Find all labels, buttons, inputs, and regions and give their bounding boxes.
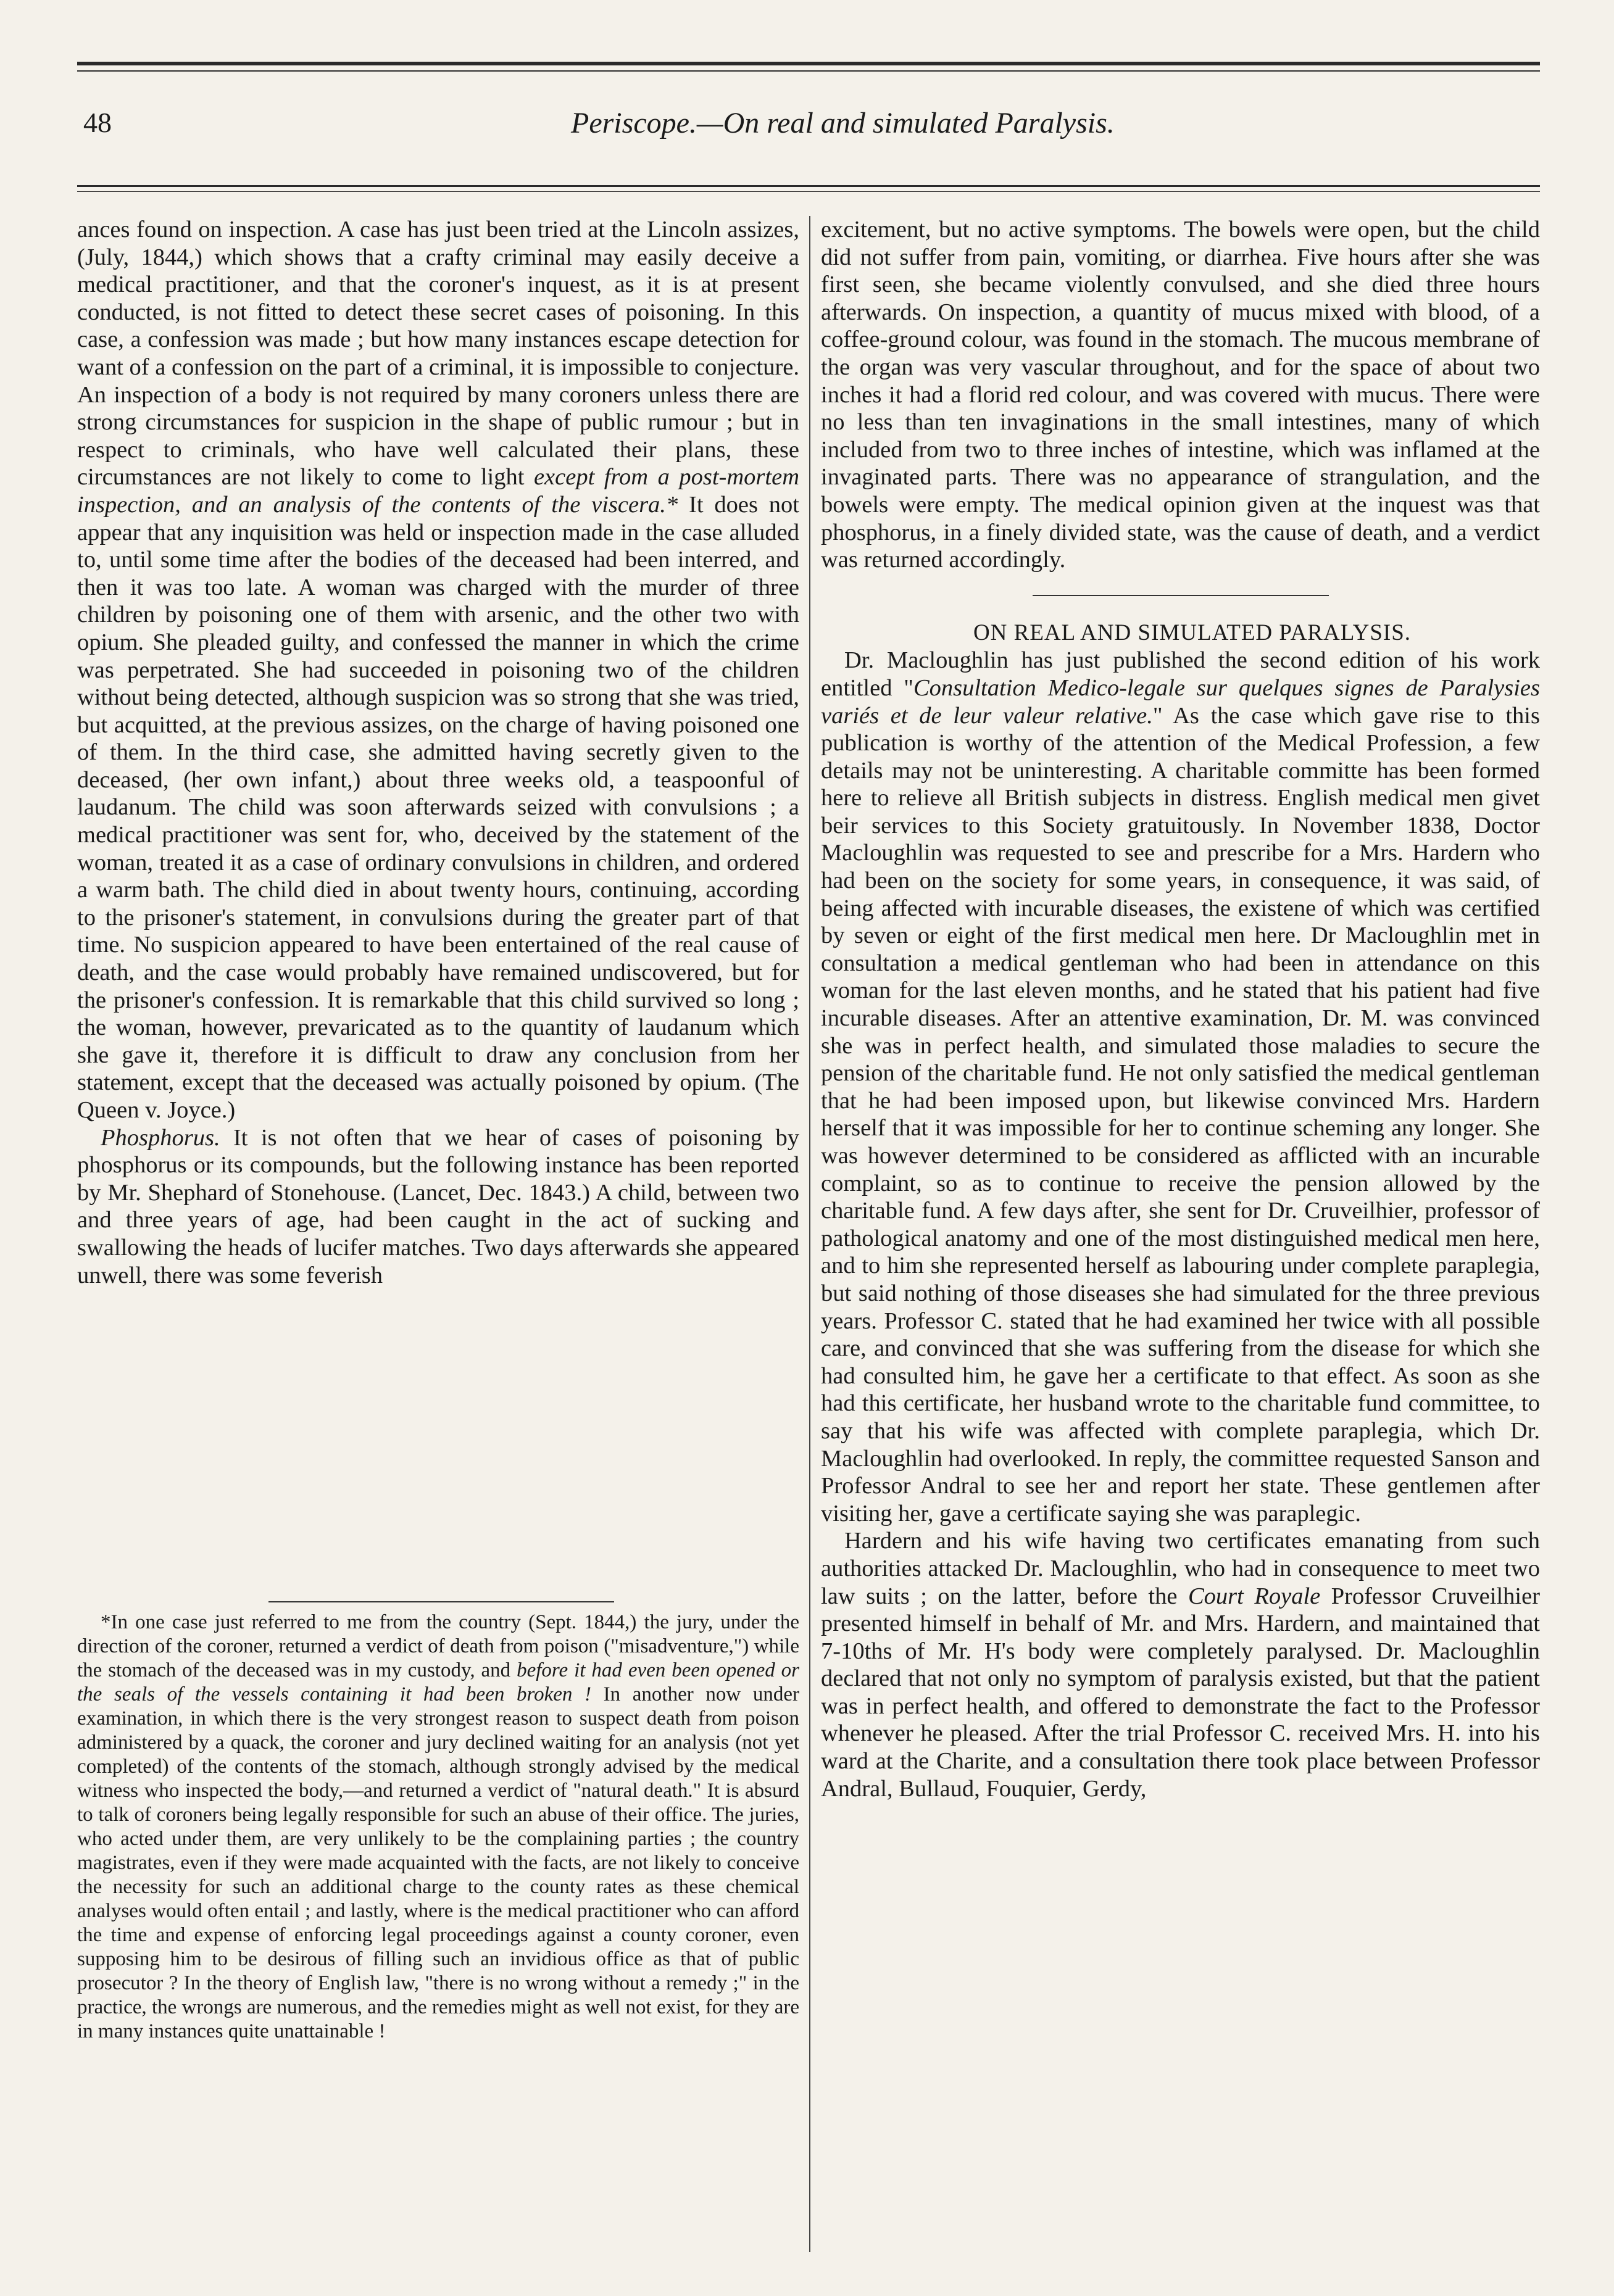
footnote-text-a: *In one case just referred to me from the country (Sept. 1844,) the jury, under the direction of the coroner, returned a verdict of death from poison ("misadventure,") while the stomach of the deceased was in my custody, and: [77, 1611, 799, 1681]
right-para3-b: Professor Cruveilhier presented himself in behalf of Mr. and Mrs. Hardern, and maintained that 7-10ths of Mr. H's body were completely paralysed. Dr. Macloughlin declared that not only no symptom of paralysis existed, but that the patient was in perfect health, and offered to demonstrate the fact to the Professor whenever he pleased. After the trial Professor C. received Mrs. H. into his ward at the Charite, and a consultation there took place between Professor Andral, Bullaud, Fouquier, Gerdy,: [821, 1583, 1541, 1802]
footnote-text-b: In another now under examination, in which there is the very strongest reason to suspect death from poison administered by a quack, the coroner and jury declined waiting for an analysis (not yet completed) of the contents of the stomach, although strongly advised by the medical witness who inspected the body,—and returned a verdict of "natural death." It is absurd to talk of coroners being legally responsible for such an abuse of their office. The juries, who acted under them, are very unlikely to be the complaining parties ; the country magistrates, even if they were made acquainted with the facts, are not likely to conceive the necessity for such an additional charge to the county rates as these chemical analyses would often entail ; and lastly, where is the medical practitioner who can afford the time and expense of enforcing legal proceedings against a county coroner, even supposing him to be desirous of filling such an invidious office as that of public prosecutor ? In the theory of English law, "there is no wrong without a remedy ;" in the practice, the wrongs are numerous, and the remedies might as well not exist, for they are in many instances quite unattainable !: [77, 1683, 799, 2042]
footnote: [77, 1610, 799, 2044]
right-paragraph-3: [821, 1527, 1540, 1802]
page-number: 48: [83, 107, 112, 138]
right-column: [821, 216, 1540, 1802]
book-title: Consultation Medico-legale sur quelques signes de Paralysies variés et de leur valeur relative.: [821, 674, 1540, 729]
left-para2-text: It is not often that we hear of cases of poisoning by phosphorus or its compounds, but the following instance has been reported by Mr. Shephard of Stonehouse. (Lancet, Dec. 1843.) A child, between two and three years of age, had been caught in the act of sucking and swallowing the heads of lucifer matches. Two days afterwards she appeared unwell, there was some feverish: [77, 1124, 799, 1288]
header-rule: [77, 185, 1540, 187]
left-paragraph-1: [77, 216, 799, 1124]
right-para2-b: " As the case which gave rise to this publication is worthy of the attention of the Medical Profession, a few details may not be uninteresting. A charitable committe has been formed here to relieve all British subjects in distress. English medical men givet beir services to this Society gratuitously. In November 1838, Doctor Macloughlin was requested to see and prescribe for a Mrs. Hardern who had been on the society for some years, in consequence, it was said, of being affected with incurable diseases, the existene of which was certified by seven or eight of the first medical men here. Dr Macloughlin met in consultation a medical gentleman who had been in attendance on this woman for the last eleven months, and he stated that his patient had five incurable diseases. After an attentive examination, Dr. M. was convinced she was in perfect health, and simulated those maladies to secure the pension of the charitable fund. He not only satisfied the medical gentleman that he had been imposed upon, but likewise convinced Mrs. Hardern herself that it was impossible for her to continue scheming any longer. She was however determined to be considered as afflicted with an incurable complaint, so as to continue to receive the pension allowed by the charitable fund. A few days after, she sent for Dr. Cruveilhier, professor of pathological anatomy and one of the most distinguished medical men here, and to him she represented herself as labouring under complete paraplegia, but said nothing of those diseases she had simulated for the three previous years. Professor C. stated that he had examined her twice with all possible care, and convinced that she was suffering from the disease for which she had consulted him, he gave her a certificate to that effect. As soon as she had this certificate, her husband wrote to the charitable fund committee, to say that his wife was affected with complete paraplegia, which Dr. Macloughlin had overlooked. In reply, the committee requested Sanson and Professor Andral to see her and report her state. These gentlemen after visiting her, gave a certificate saying she was paraplegic.: [821, 702, 1540, 1527]
phosphorus-heading: Phosphorus.: [101, 1124, 220, 1151]
left-para1-italic: except from a post-mortem inspection, and an analysis of the contents of the viscera.*: [77, 464, 800, 518]
left-column: [77, 216, 799, 1289]
right-paragraph-2: [821, 647, 1540, 1527]
footnote-paragraph: [77, 1610, 799, 2044]
section-title: ON REAL AND SIMULATED PARALYSIS.: [973, 620, 1412, 645]
top-rule-thin: [77, 70, 1540, 72]
footnote-rule: [268, 1601, 614, 1602]
right-para3-a: Hardern and his wife having two certificates emanating from such authorities attacked Dr. Macloughlin, who had in consequence to meet two law suits ; on the latter, before the: [821, 1528, 1540, 1609]
header-rule-thin: [77, 191, 1540, 192]
section-rule: [1033, 595, 1329, 596]
left-para1-rest: It does not appear that any inquisition was held or inspection made in the case alluded to, until some time after the bodies of the deceased had been interred, and then it was too late. A woman was charged with the murder of three children by poisoning one of them with arsenic, and the other two with opium. She pleaded guilty, and confessed the manner in which the crime was perpetrated. She had succeeded in poisoning two of the children without being detected, although suspicion was so strong that she was tried, but acquitted, at the previous assizes, on the charge of having poisoned one of them. In the third case, she admitted having secretly given to the deceased, (her own infant,) about three weeks old, a teaspoonful of laudanum. The child was soon afterwards seized with convulsions ; a medical practitioner was sent for, who, deceived by the statement of the woman, treated it as a case of ordinary convulsions in children, and ordered a warm bath. The child died in about twenty hours, continuing, according to the prisoner's statement, in convulsions during the greater part of that time. No suspicion appeared to have been entertained of the real cause of death, and the case would probably have remained undiscovered, but for the prisoner's confession. It is remarkable that this child survived so long ; the woman, however, prevaricated as to the quantity of laudanum which she gave it, therefore it is difficult to draw any conclusion from her statement, except that the deceased was actually poisoned by opium. (The Queen v. Joyce.): [77, 491, 799, 1123]
top-rule: [77, 62, 1540, 65]
court-royale: Court Royale: [1188, 1583, 1321, 1609]
left-para1-text: ances found on inspection. A case has just been tried at the Lincoln assizes, (July, 1844,) which shows that a crafty criminal may easily deceive a medical practitioner, and that the coroner's inquest, as it is at present conducted, is not fitted to detect these secret cases of poisoning. In this case, a confession was made ; but how many instances escape detection for want of a confession on the part of a criminal, it is impossible to conjecture. An inspection of a body is not required by many coroners unless there are strong circumstances for suspicion in the shape of public rumour ; but in respect to criminals, who have well calculated their plans, these circumstances are not likely to come to light: [77, 217, 799, 491]
footnote-italic: before it had even been opened or the seals of the vessels containing it had been broken !: [77, 1659, 799, 1705]
journal-page: [77, 62, 1540, 2271]
running-title: Periscope.—On real and simulated Paralysis.: [571, 107, 1115, 139]
right-paragraph-1: excitement, but no active symptoms. The bowels were open, but the child did not suffer from pain, vomiting, or diarrhea. Five hours after she was first seen, she became violently convulsed, and she died three hours afterwards. On inspection, a quantity of mucus mixed with blood, of a coffee-ground colour, was found in the stomach. The mucous membrane of the organ was very vascular throughout, and for the space of about two inches it had a florid red colour, and was covered with mucus. There were no less than ten invaginations in the small intestines, many of which included from two to three inches of intestine, which was inflamed at the invaginated parts. There was no appearance of strangulation, and the bowels were empty. The medical opinion given at the inquest was that phosphorus, in a finely divided state, was the cause of death, and a verdict was returned accordingly.: [821, 217, 1540, 573]
page-header: [77, 99, 1540, 154]
column-divider: [809, 216, 810, 2252]
left-paragraph-2: [77, 1124, 799, 1290]
right-para2-a: Dr. Macloughlin has just published the second edition of his work entitled ": [821, 647, 1540, 701]
